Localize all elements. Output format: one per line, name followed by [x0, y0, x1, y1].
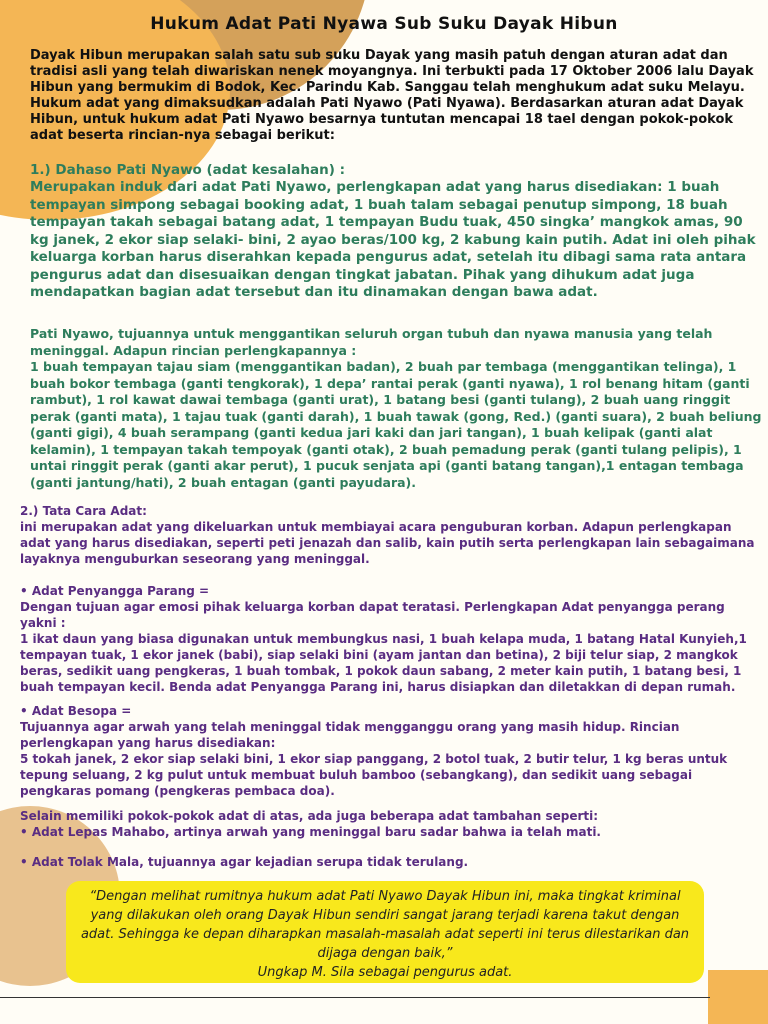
- adat-besopa: [20, 703, 760, 799]
- extra-lepas-mahabo: • Adat Lepas Mahabo, artinya arwah yang meninggal baru sadar bahwa ia telah mati.: [20, 825, 601, 839]
- quote-attribution: Ungkap M. Sila sebagai pengurus adat.: [257, 965, 513, 980]
- quote-block: [76, 887, 694, 982]
- besopa-intro: Tujuannya agar arwah yang telah meninggal tidak mengganggu orang yang masih hidup. Rincian perlengkapan yang harus disediakan:: [20, 720, 680, 750]
- parang-heading: • Adat Penyangga Parang =: [20, 584, 210, 598]
- adat-penyangga-parang: [20, 583, 760, 695]
- besopa-heading: • Adat Besopa =: [20, 704, 132, 718]
- decorative-square-bottom-right: [708, 970, 768, 1024]
- section1-organ-items: 1 buah tempayan tajau siam (menggantikan badan), 2 buah par tembaga (menggantikan telinga), 1 buah bokor tembaga (ganti tengkorak), 1 depa’ rantai perak (ganti nyawa), 1 rol benang hitam (ganti rambut), 1 rol kawat dawai tembaga (ganti urat), 1 batang besi (ganti tulang), 2 buah uang ringgit perak (ganti mata), 1 tajau tuak (ganti darah), 1 buah tawak (gong, Red.) (ganti suara), 2 buah beliung (ganti gigi), 4 buah serampang (ganti kedua jari kaki dan jari tangan), 1 buah kelipak (ganti alat kelamin), 1 tempayan takah tempoyak (ganti otak), 2 buah pemadung perak (ganti tulang pelipis), 1 untai ringgit perak (ganti akar perut), 1 pucuk senjata api (ganti batang tangan),1 entagan tembaga (ganti jantung/hati), 2 buah entagan (ganti payudara).: [30, 359, 762, 490]
- section2-body: ini merupakan adat yang dikeluarkan untuk membiayai acara penguburan korban. Adapun perlengkapan adat yang harus disediakan, seperti peti jenazah dan salib, kain putih serta perlengkapan lain sebagaimana layaknya menguburkan seseorang yang meninggal.: [20, 520, 755, 566]
- extra-tolak-mala: • Adat Tolak Mala, tujuannya agar kejadian serupa tidak terulang.: [20, 855, 469, 869]
- section2-heading: 2.) Tata Cara Adat:: [20, 504, 147, 518]
- page-title: Hukum Adat Pati Nyawa Sub Suku Dayak Hibun: [150, 14, 618, 34]
- bottom-divider: [0, 997, 710, 998]
- parang-list: 1 ikat daun yang biasa digunakan untuk membungkus nasi, 1 buah kelapa muda, 1 batang Hatal Kunyieh,1 tempayan tuak, 1 ekor janek (babi), siap selaki bini (ayam jantan dan betina), 2 biji telur siap, 2 mangkok beras, sedikit uang pengkeras, 1 buah tombak, 1 pokok daun sabang, 2 meter kain putih, 1 batang besi, 1 buah tempayan kecil. Benda adat Penyangga Parang ini, harus disiapkan dan diletakkan di depan rumah.: [20, 632, 747, 694]
- section1-organ-intro: Pati Nyawo, tujuannya untuk menggantikan seluruh organ tubuh dan nyawa manusia yang telah meninggal. Adapun rincian perlengkapannya :: [30, 326, 713, 358]
- besopa-list: 5 tokah janek, 2 ekor siap selaki bini, 1 ekor siap panggang, 2 botol tuak, 2 butir telur, 1 kg beras untuk tepung seluang, 2 kg pulut untuk membuat buluh bamboo (sebangkang), dan sedikit uang sebagai pengkaras pomang (pengkeras pembaca doa).: [20, 752, 728, 798]
- section1-heading: 1.) Dahaso Pati Nyawo (adat kesalahan) :: [30, 162, 345, 178]
- adat-tambahan: [20, 808, 760, 870]
- extra-intro: Selain memiliki pokok-pokok adat di atas, ada juga beberapa adat tambahan seperti:: [20, 809, 599, 823]
- section1-body: Merupakan induk dari adat Pati Nyawo, perlengkapan adat yang harus disediakan: 1 buah tempayan simpong sebagai booking adat, 1 buah talam sebagai penutup simpong, 18 buah tempayan takah sebagai batang adat, 1 tempayan Budu tuak, 450 singka’ mangkok amas, 90 kg janek, 2 ekor siap selaki- bini, 2 ayao beras/100 kg, 2 kabung kain putih. Adat ini oleh pihak keluarga korban harus diserahkan kepada pengurus adat, setelah itu dibagi sama rata antara pengurus adat dan disesuaikan dengan tingkat jabatan. Pihak yang dihukum adat juga mendapatkan bagian adat tersebut dan itu dinamakan dengan bawa adat.: [30, 179, 756, 300]
- parang-intro: Dengan tujuan agar emosi pihak keluarga korban dapat teratasi. Perlengkapan Adat penyangga perang yakni :: [20, 600, 725, 630]
- quote-text: “Dengan melihat rumitnya hukum adat Pati Nyawo Dayak Hibun ini, maka tingkat kriminal yang dilakukan oleh orang Dayak Hibun sendiri sangat jarang terjadi karena takut dengan adat. Sehingga ke depan diharapkan masalah-masalah adat seperti ini terus dilestarikan dan dijaga dengan baik,”: [80, 889, 690, 961]
- section1-organ-list: [30, 326, 762, 491]
- intro-paragraph: Dayak Hibun merupakan salah satu sub suku Dayak yang masih patuh dengan aturan adat dan tradisi asli yang telah diwariskan nenek moyangnya. Ini terbukti pada 17 Oktober 2006 lalu Dayak Hibun yang bermukim di Bodok, Kec. Parindu Kab. Sanggau telah menghukum adat suku Melayu. Hukum adat yang dimaksudkan adalah Pati Nyawo (Pati Nyawa). Berdasarkan aturan adat Dayak Hibun, untuk hukum adat Pati Nyawo besarnya tuntutan mencapai 18 tael dengan pokok-pokok adat beserta rincian-nya sebagai berikut:: [30, 48, 754, 143]
